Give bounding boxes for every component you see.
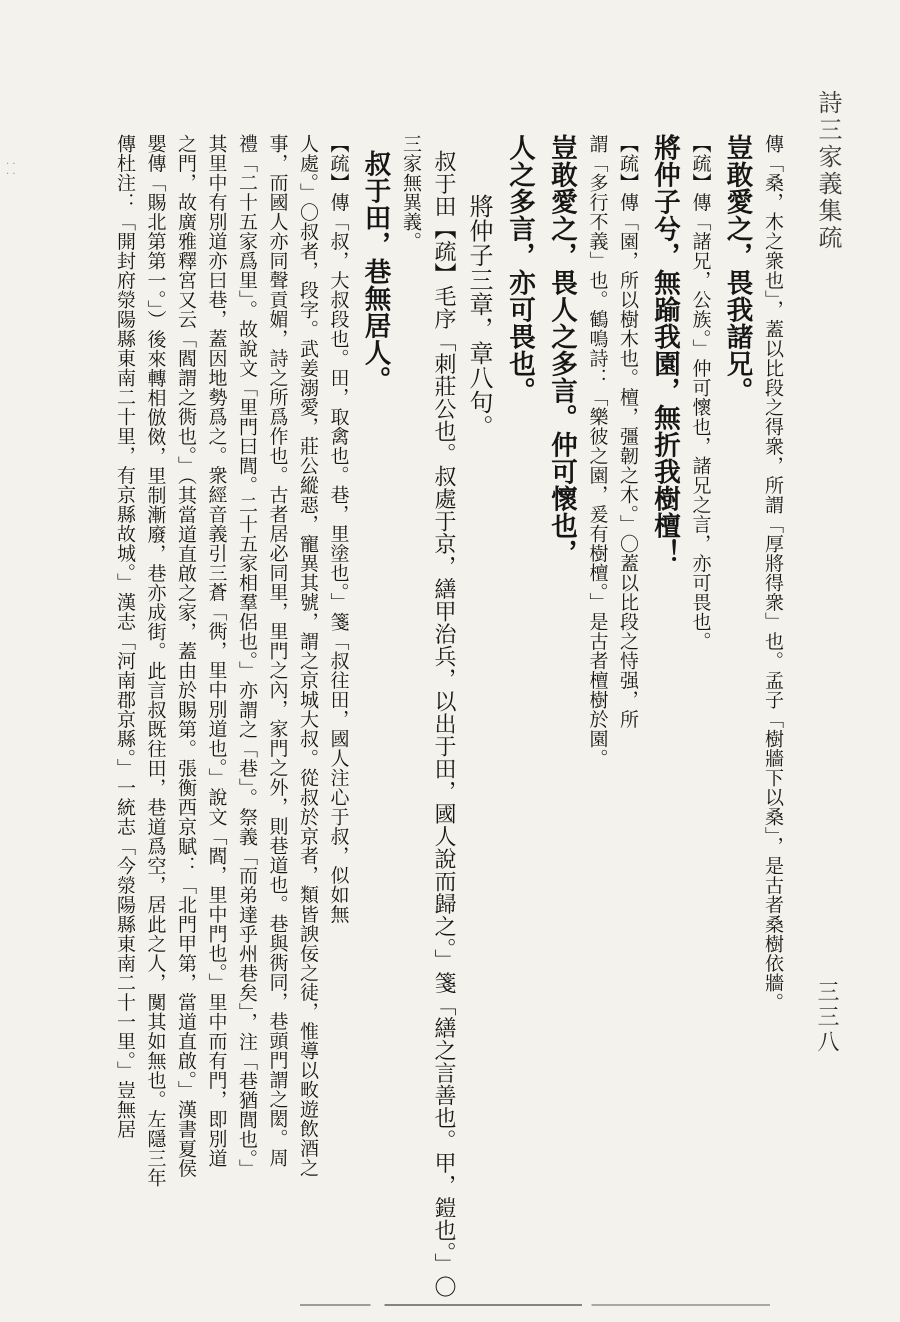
text-column: 叔于田【疏】毛序「刺莊公也。叔處于京，繕甲治兵，以出于田，國人說而歸之。」箋「繕之言善也。甲，鎧也。」〇: [431, 150, 456, 1298]
text-column: 禮「二十五家爲里」。故說文「里門曰閭。二十五家相羣侶也。」亦謂之「巷」。祭義「而弟達乎州巷矣」，注「巷猶閭也。」: [236, 134, 258, 1179]
vertical-text-block: [114, 134, 788, 1298]
text-column: 三家無異義。: [400, 134, 422, 251]
text-column: 將仲子兮，無踰我園，無折我樹檀！: [649, 134, 680, 566]
text-column: 人之多言，亦可畏也。: [504, 134, 535, 404]
text-column: 豈敢愛之，畏我諸兄。: [721, 134, 753, 404]
text-column: 叔于田，巷無居人。: [359, 150, 391, 393]
text-column: 【疏】傳「叔，大叔段也。田，取禽也。巷，里塗也。」箋「叔往田，國人注心于叔，似如無: [327, 134, 350, 924]
text-column: 之門，故廣雅釋宮又云「閻謂之衖也。」（其當道直啟之家，蓋由於賜第。張衡西京賦：「北門甲第，當道直啟。」漢書夏侯: [175, 134, 197, 1178]
text-column: 嬰傳「賜北第第一。」）後來轉相倣傚，里制漸廢，巷亦成街。此言叔既往田，巷道爲空，居此之人，闃其如無也。左隱三年: [144, 134, 167, 1188]
text-column: 其里中有別道亦曰巷，蓋因地勢爲之。衆經音義引三蒼「衖，里中別道也。」說文「閻，里中門也。」里中而有門，即別道: [205, 134, 228, 1168]
text-column: 人處。」〇叔者，段字。武姜溺愛，莊公縱惡，寵異其號，謂之京城大叔。從叔於京者，類皆諛佞之徒，惟導以畋遊飲酒之: [297, 134, 319, 1178]
scan-edge-marks: · · · ·: [6, 159, 16, 180]
running-head: 詩三家義集疏: [814, 90, 842, 252]
text-column: 將仲子三章，章八句。: [465, 194, 493, 439]
text-column: 傳杜注：「開封府滎陽縣東南二十里，有京縣故城。」漢志「河南郡京縣。」一統志「今滎陽縣東南二十一里。」豈無居: [114, 134, 136, 1139]
scan-bottom-rule: [300, 1304, 770, 1306]
text-column: 【疏】傳「園，所以樹木也。檀，彊韌之木。」〇蓋以比段之恃强，所: [617, 134, 639, 729]
text-column: 【疏】傳「諸兄，公族。」仲可懷也，諸兄之言，亦可畏也。: [689, 134, 712, 651]
text-column: 豈敢愛之，畏人之多言。仲可懷也，: [546, 134, 577, 566]
text-column: 事，而國人亦同聲貢媚，詩之所爲作也。古者居必同里，里門之內，家門之外，則巷道也。巷與衖同，巷頭門謂之閎。周: [266, 134, 289, 1168]
page-number: 三三八: [814, 980, 839, 1055]
text-column: 傳「桑，木之衆也」，蓋以比段之得衆，所謂「厚將得衆」也。孟子「樹牆下以桑」，是古者桑樹依牆。: [762, 134, 784, 1012]
text-column: 謂「多行不義」也。鶴鳴詩：「樂彼之園，爰有樹檀。」是古者檀樹於園。: [586, 134, 609, 768]
